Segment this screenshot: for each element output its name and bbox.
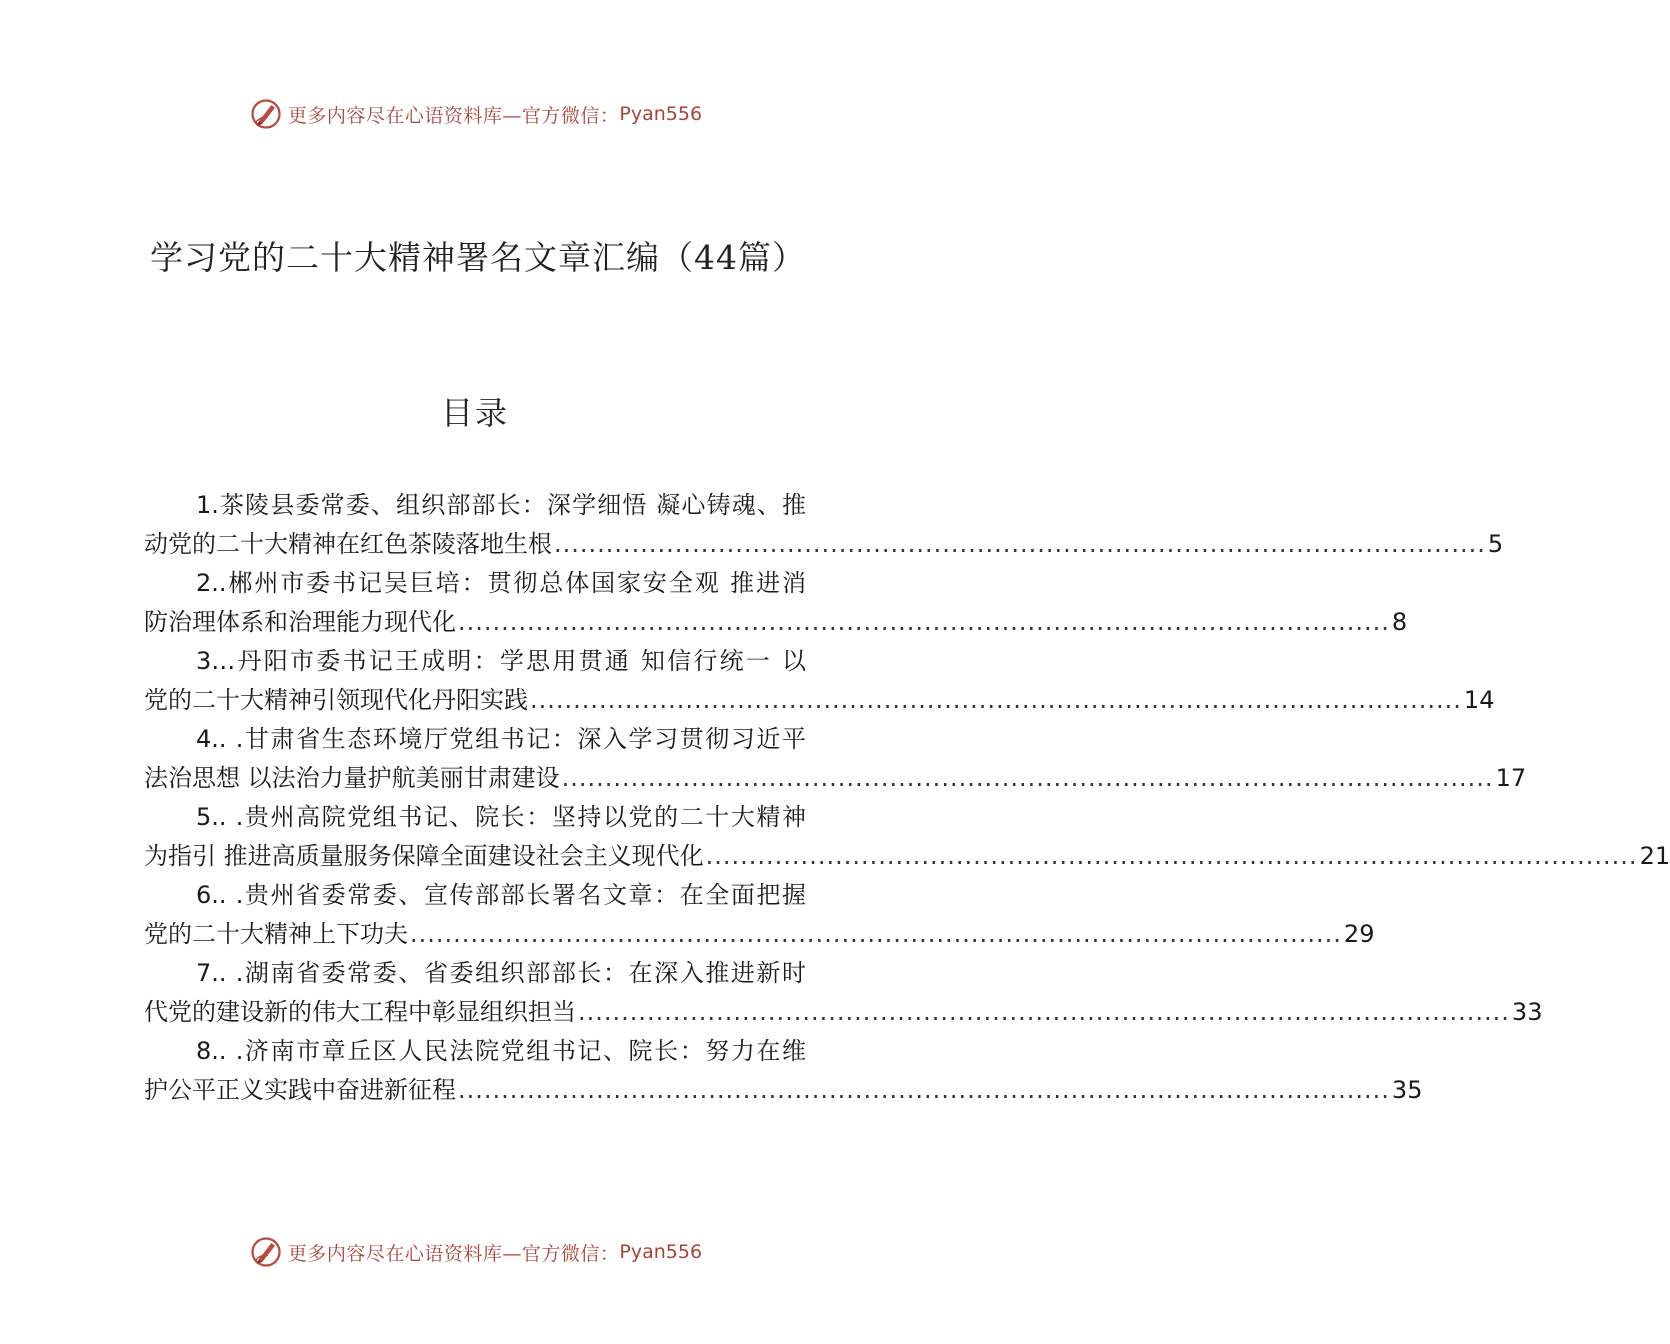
- dot-leader: ............................................................................................................: [578, 998, 1510, 1026]
- toc-entry[interactable]: [144, 720, 1527, 798]
- toc-entry-title: 3…丹阳市委书记王成明：学思用贯通 知信行统一 以: [196, 647, 806, 675]
- toc-entry[interactable]: [144, 876, 1375, 954]
- toc-entry-title-cont: 代党的建设新的伟大工程中彰显组织担当: [144, 998, 576, 1026]
- toc-entry-title: 1.茶陵县委常委、组织部部长：深学细悟 凝心铸魂、推: [196, 491, 806, 519]
- header-banner: [0, 94, 950, 134]
- toc-entry-title-cont: 法治思想 以法治力量护航美丽甘肃建设: [144, 764, 560, 792]
- toc-page-number: 29: [1343, 920, 1375, 948]
- toc-entry[interactable]: [144, 1032, 1423, 1110]
- toc-entry[interactable]: [144, 642, 1495, 720]
- toc-entry-title: 6.. .贵州省委常委、宣传部部长署名文章：在全面把握: [196, 881, 806, 909]
- toc-entry-title-cont: 防治理体系和治理能力现代化: [144, 608, 456, 636]
- toc-entry[interactable]: [144, 798, 1670, 876]
- toc-heading: 目录: [440, 394, 509, 432]
- toc-entry-title: 5.. .贵州高院党组书记、院长：坚持以党的二十大精神: [196, 803, 806, 831]
- toc-page-number: 21: [1639, 842, 1670, 870]
- toc-page-number: 33: [1511, 998, 1543, 1026]
- toc-entry-title: 2..郴州市委书记吴巨培：贯彻总体国家安全观 推进消: [196, 569, 806, 597]
- document-title: 学习党的二十大精神署名文章汇编（44篇）: [150, 238, 806, 277]
- toc-entry-title: 4.. .甘肃省生态环境厅党组书记：深入学习贯彻习近平: [196, 725, 806, 753]
- table-of-contents: [144, 486, 1670, 1110]
- banner-wechat-id: Pyan556: [619, 103, 703, 125]
- pen-logo-icon: [248, 96, 284, 132]
- toc-page-number: 17: [1495, 764, 1527, 792]
- toc-entry-title: 8.. .济南市章丘区人民法院党组书记、院长：努力在维: [196, 1037, 806, 1065]
- toc-entry[interactable]: [144, 954, 1543, 1032]
- toc-entry[interactable]: [144, 564, 1408, 642]
- toc-page-number: 35: [1391, 1076, 1423, 1104]
- toc-entry-title-cont: 党的二十大精神引领现代化丹阳实践: [144, 686, 528, 714]
- dot-leader: ............................................................................................................: [530, 686, 1462, 714]
- banner-text: 更多内容尽在心语资料库—官方微信：: [287, 104, 620, 127]
- dot-leader: ............................................................................................................: [705, 842, 1638, 870]
- dot-leader: ............................................................................................................: [561, 764, 1494, 792]
- pen-logo-icon: [248, 1234, 284, 1270]
- toc-entry[interactable]: [144, 486, 1504, 564]
- toc-entry-title-cont: 护公平正义实践中奋进新征程: [144, 1076, 456, 1104]
- toc-page-number: 8: [1391, 608, 1408, 636]
- banner-text: 更多内容尽在心语资料库—官方微信：: [287, 1242, 620, 1265]
- footer-banner: [0, 1232, 950, 1272]
- toc-entry-title-cont: 动党的二十大精神在红色茶陵落地生根: [144, 530, 552, 558]
- toc-page-number: 5: [1487, 530, 1504, 558]
- dot-leader: ............................................................................................................: [410, 920, 1342, 948]
- dot-leader: ............................................................................................................: [458, 608, 1390, 636]
- toc-entry-title: 7.. .湖南省委常委、省委组织部部长：在深入推进新时: [196, 959, 806, 987]
- toc-entry-title-cont: 为指引 推进高质量服务保障全面建设社会主义现代化: [144, 842, 704, 870]
- toc-entry-title-cont: 党的二十大精神上下功夫: [144, 920, 408, 948]
- banner-wechat-id: Pyan556: [619, 1241, 703, 1263]
- dot-leader: ............................................................................................................: [458, 1076, 1390, 1104]
- toc-page-number: 14: [1463, 686, 1495, 714]
- dot-leader: ............................................................................................................: [554, 530, 1486, 558]
